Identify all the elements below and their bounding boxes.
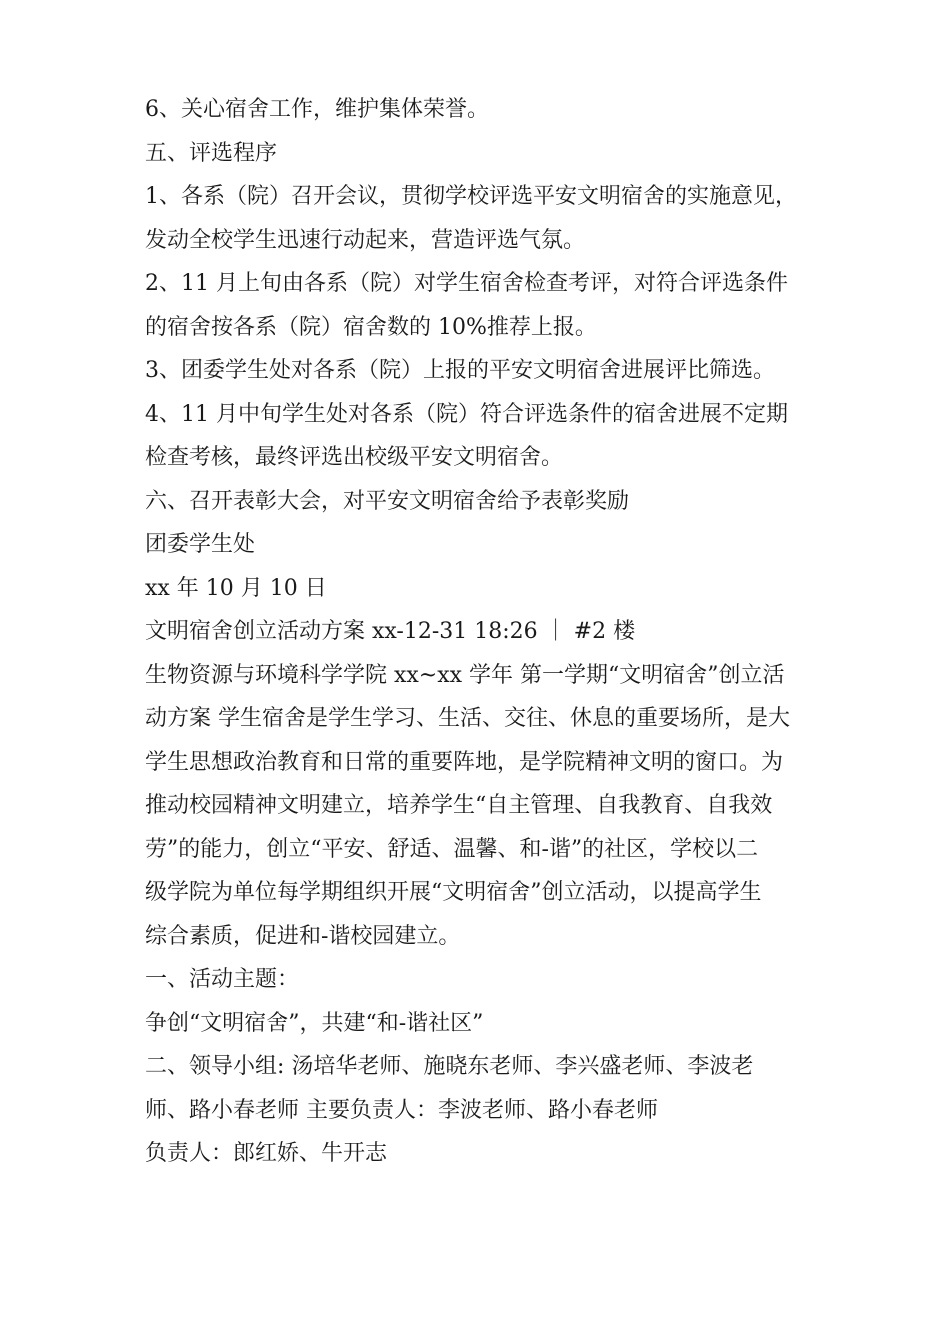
signature-date: xx 年 10 月 10 日 xyxy=(145,575,327,601)
text-line: 发动全校学生迅速行动起来，营造评选气氛。 xyxy=(145,227,586,253)
text-line: 生物资源与环境科学学院 xx~xx 学年 第一学期“文明宿舍”创立活 xyxy=(145,662,785,688)
text-line: 师、路小春老师 主要负责人：李波老师、路小春老师 xyxy=(145,1097,658,1123)
document-body xyxy=(145,88,810,1176)
text-line: 检查考核，最终评选出校级平安文明宿舍。 xyxy=(145,445,564,470)
text-line: 2、11 月上旬由各系（院）对学生宿舍检查考评，对符合评选条件 xyxy=(145,271,788,296)
section-heading: 一、活动主题： xyxy=(145,967,300,992)
text-line: 1、各系（院）召开会议，贯彻学校评选平安文明宿舍的实施意见， xyxy=(145,184,797,209)
text-line: 6、关心宿舍工作，维护集体荣誉。 xyxy=(145,97,489,122)
text-line: 推动校园精神文明建立，培养学生“自主管理、自我教育、自我效 xyxy=(145,793,773,818)
section-heading: 二、领导小组: 汤培华老师、施晓东老师、李兴盛老师、李波老 xyxy=(145,1054,754,1079)
text-line: 劳”的能力，创立“平安、舒适、温馨、和-谐”的社区，学校以二 xyxy=(145,836,759,862)
text-line: 争创“文明宿舍”，共建“和-谐社区” xyxy=(145,1010,484,1036)
text-line: 的宿舍按各系（院）宿舍数的 10%推荐上报。 xyxy=(145,314,597,340)
post-header: 文明宿舍创立活动方案 xx-12-31 18:26 ｜ #2 楼 xyxy=(145,619,636,644)
text-line: 动方案 学生宿舍是学生学习、生活、交往、休息的重要场所，是大 xyxy=(145,706,790,731)
text-line: 3、团委学生处对各系（院）上报的平安文明宿舍进展评比筛选。 xyxy=(145,358,775,383)
text-line: 级学院为单位每学期组织开展“文明宿舍”创立活动，以提高学生 xyxy=(145,880,762,905)
section-heading: 五、评选程序 xyxy=(145,140,278,166)
text-line: 学生思想政治教育和日常的重要阵地，是学院精神文明的窗口。为 xyxy=(145,749,784,775)
text-line: 4、11 月中旬学生处对各系（院）符合评选条件的宿舍进展不定期 xyxy=(145,401,788,427)
signature-org: 团委学生处 xyxy=(145,532,256,557)
section-heading: 六、召开表彰大会，对平安文明宿舍给予表彰奖励 xyxy=(145,488,630,514)
text-line: 负责人：郎红娇、牛开志 xyxy=(145,1141,388,1166)
text-line: 综合素质，促进和-谐校园建立。 xyxy=(145,923,461,949)
